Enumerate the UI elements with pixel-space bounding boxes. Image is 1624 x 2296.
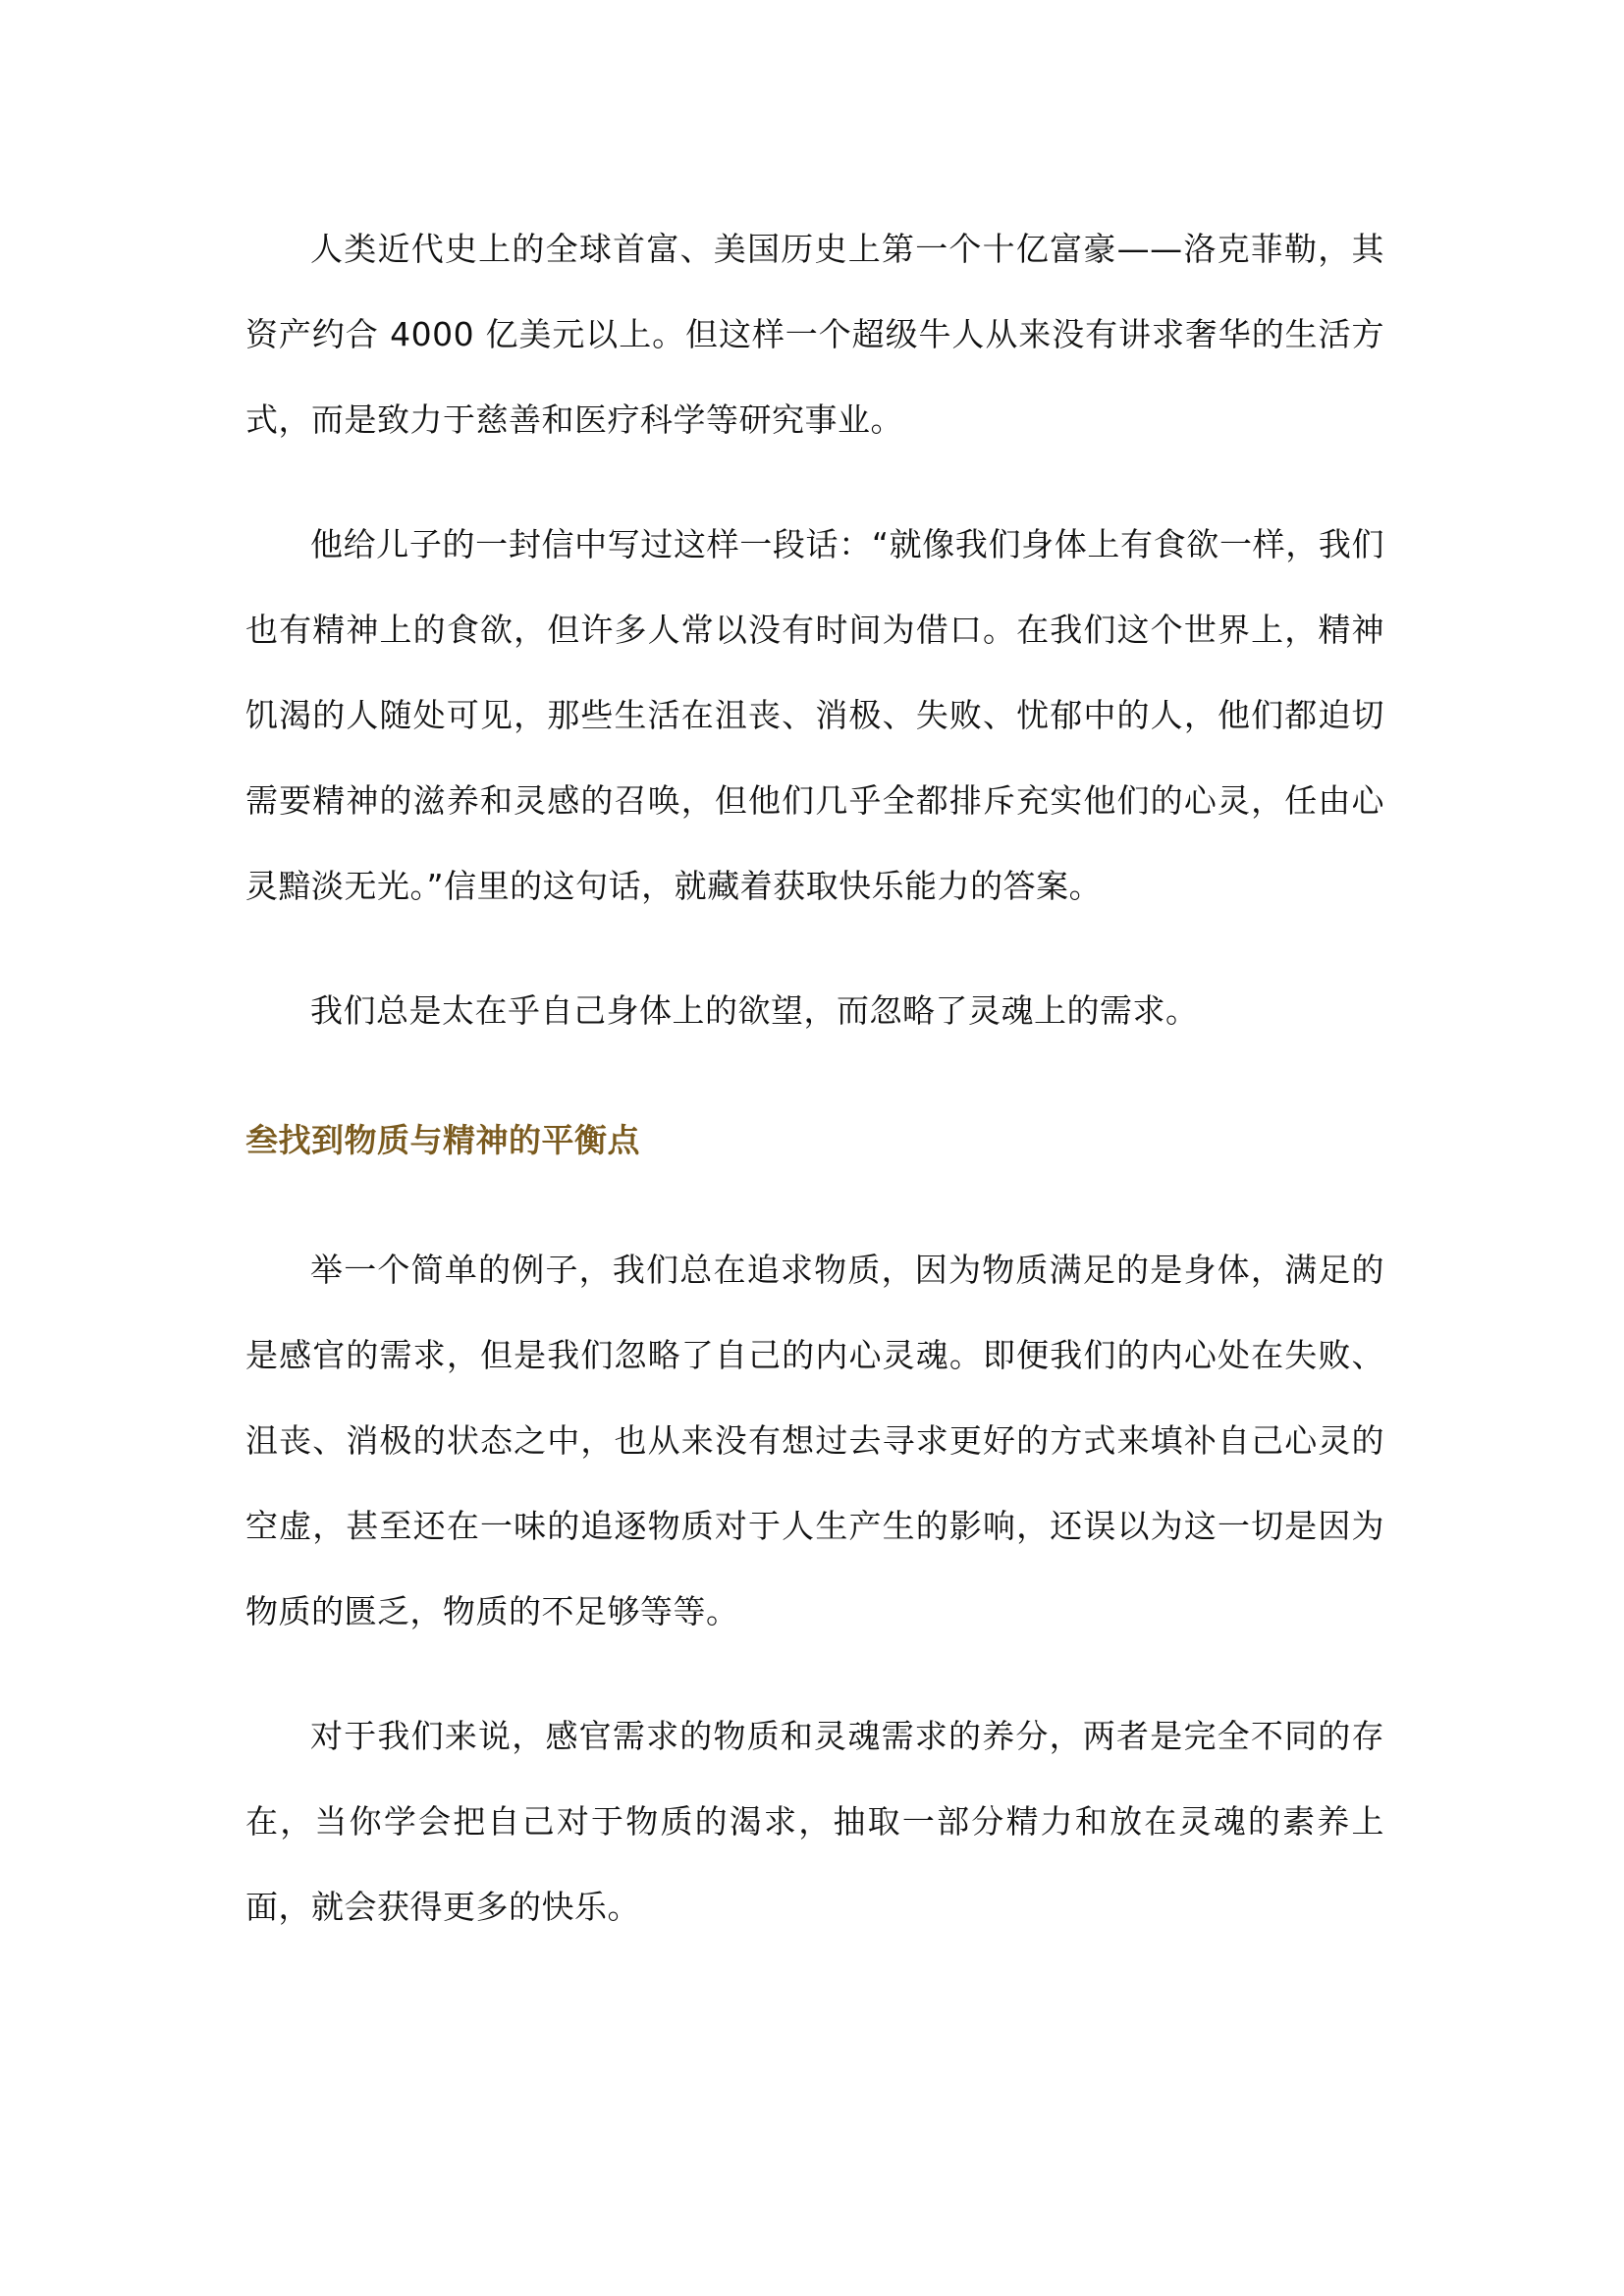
paragraph-letter-quote: 他给儿子的一封信中写过这样一段话：“就像我们身体上有食欲一样，我们也有精神上的食欲，但许多人常以没有时间为借口。在我们这个世界上，精神饥渴的人随处可见，那些生活在沮丧、消极、失败、忧郁中的人，他们都迫切需要精神的滋养和灵感的召唤，但他们几乎全都排斥充实他们的心灵，任由心灵黯淡无光。”信里的这句话，就藏着获取快乐能力的答案。 (245, 525, 1384, 905)
paragraph-balance-conclusion: 对于我们来说，感官需求的物质和灵魂需求的养分，两者是完全不同的存在，当你学会把自己对于物质的渴求，抽取一部分精力和放在灵魂的素养上面，就会获得更多的快乐。 (245, 1717, 1384, 1926)
paragraph-rockefeller-intro: 人类近代史上的全球首富、美国历史上第一个十亿富豪——洛克菲勒，其资产约合 4000 亿美元以上。但这样一个超级牛人从来没有讲求奢华的生活方式，而是致力于慈善和医疗科学等研究事业。 (245, 230, 1384, 439)
document-content (245, 206, 1384, 1949)
section-heading: 叁找到物质与精神的平衡点 (245, 1121, 640, 1159)
paragraph-material-example: 举一个简单的例子，我们总在追求物质，因为物质满足的是身体，满足的是感官的需求，但是我们忽略了自己的内心灵魂。即便我们的内心处在失败、沮丧、消极的状态之中，也从来没有想过去寻求更好的方式来填补自己心灵的空虚，甚至还在一味的追逐物质对于人生产生的影响，还误以为这一切是因为物质的匮乏，物质的不足够等等。 (245, 1251, 1384, 1630)
paragraph-desire-summary: 我们总是太在乎自己身体上的欲望，而忽略了灵魂上的需求。 (310, 991, 1199, 1030)
